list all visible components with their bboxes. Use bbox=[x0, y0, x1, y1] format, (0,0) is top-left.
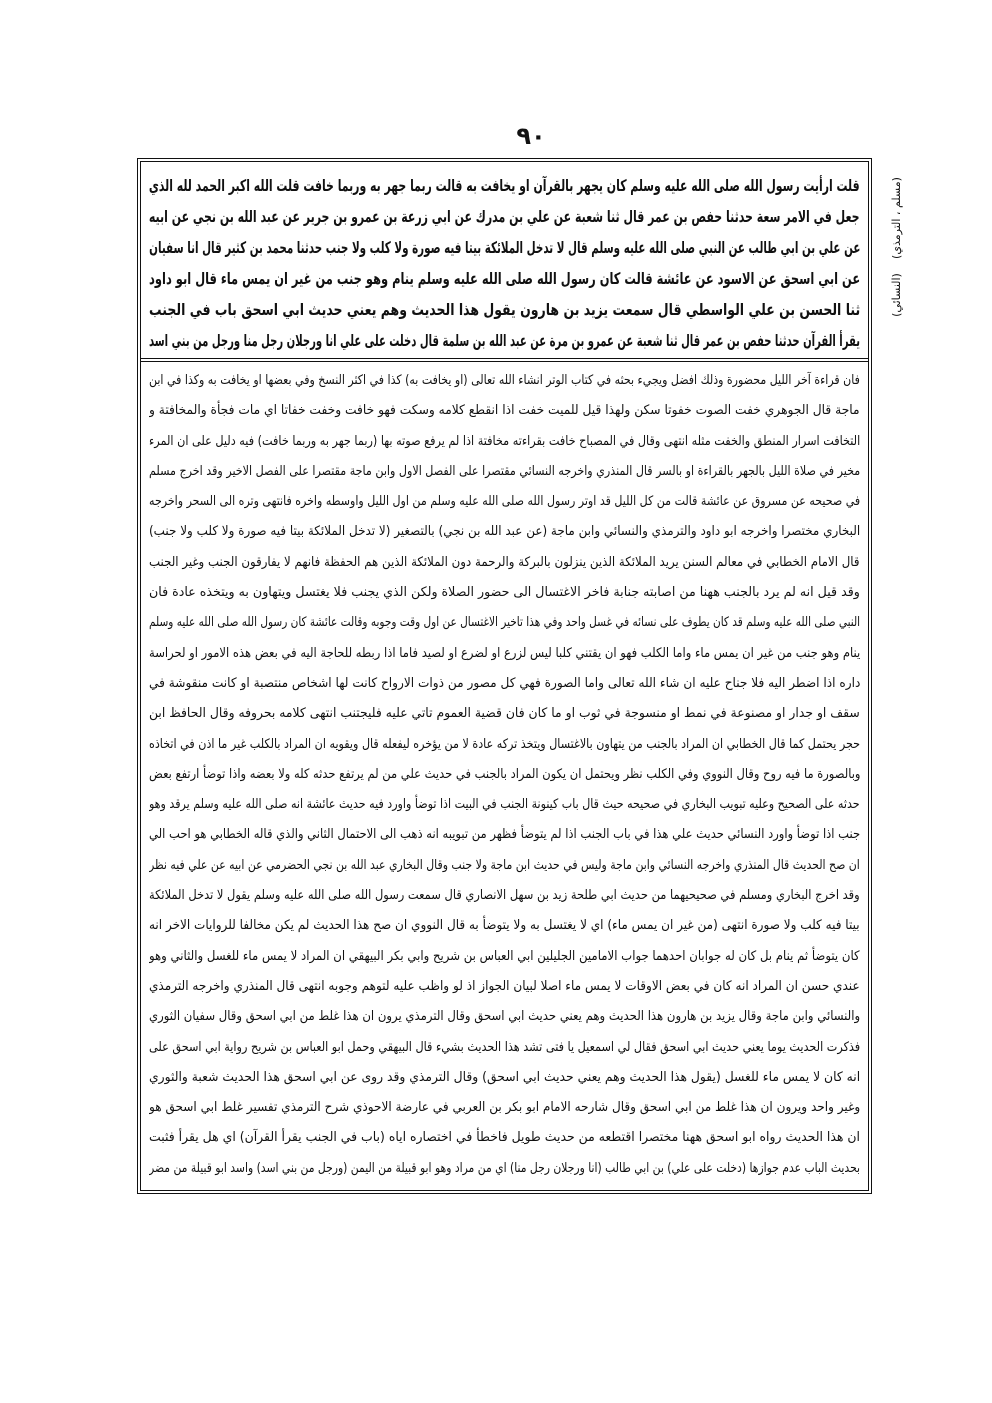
commentary-line-text: فذكرت الحديث يوما يعني حديث ابي اسحق فقال لي اسمعيل يا فتى تشد هذا الحديث بشيء قال البيهقي وحمل ابو العباس بن شريح رواية ابي اسحق على bbox=[149, 1039, 860, 1055]
commentary-line-text: في صحيحه عن مسروق عن عائشة قالت من كل الليل قد اوتر رسول الله صلى الله عليه وسلم من اول الليل واوسطه واخره فانتهى وتره الى السحر واخرجه bbox=[149, 494, 860, 510]
commentary-line-text: وقد قيل انه لم يرد بالجنب ههنا من اصابته جنابة فاخر الاغتسال الى حضور الصلاة ولكن الذي يجنب فلا يغتسل ويتهاون به ويتخذه عادة فان bbox=[149, 585, 860, 601]
commentary-line-text: ينام وهو جنب من غير ان يمس ماء واما الكلب فهو ان يقتني كلبا ليس لزرع او لضرع او لصيد فاما اذا ربطه للحاجة اليه في بعض هذه الامور او لحراسة bbox=[149, 645, 860, 661]
hadith-line-text: يقرأ القرآن حدثنا حفص بن عمر قال ثنا شعبة عن عمرو بن مرة عن عبد الله بن سلمة قال دخلت على علي انا ورجلان رجل منا ورجل من بني اسد bbox=[149, 331, 860, 350]
hadith-line bbox=[149, 263, 860, 294]
commentary-line bbox=[149, 760, 860, 790]
commentary-line bbox=[149, 457, 860, 487]
commentary-line-text: ماجة قال الجوهري خفت الصوت خفوتا سكن ولهذا قيل للميت خفت اذا انقطع كلامه وسكت فهو خافت وخفت خفاتا اي مات فجأة والمخافتة و bbox=[149, 403, 860, 419]
commentary-line bbox=[149, 851, 860, 881]
commentary-line bbox=[149, 639, 860, 669]
commentary-line bbox=[149, 487, 860, 517]
commentary-line bbox=[149, 366, 860, 396]
commentary-line bbox=[149, 578, 860, 608]
hadith-section bbox=[141, 162, 868, 356]
commentary-line bbox=[149, 699, 860, 729]
commentary-line-text: انه كان لا يمس ماء للغسل (يقول هذا الحديث وهم يعني حديث ابي اسحق) وقال الترمذي وقد روى عن ابي اسحق هذا الحديث شعبة والثوري bbox=[149, 1069, 860, 1085]
commentary-line bbox=[149, 517, 860, 547]
commentary-line-text: عندي حسن ان المراد انه كان في بعض الاوقات لا يمس ماء اصلا لبيان الجواز اذ لو واظب عليه لتوهم وجوبه انتهى قال المنذري واخرجه الترمذي bbox=[149, 978, 860, 994]
margin-note: (مسلم ، الترمذي) bbox=[890, 177, 903, 259]
commentary-line-text: قال الامام الخطابي في معالم السنن يريد الملائكة الذين ينزلون بالبركة والرحمة دون الملائكة الذين هم الحفظة فانهم لا يفارقون الجنب وغير الجنب bbox=[149, 554, 860, 570]
commentary-section bbox=[141, 362, 868, 1184]
commentary-line-text: وقد اخرج البخاري ومسلم في صحيحيهما من حديث ابي طلحة زيد بن سهل الانصاري قال سمعت رسول الله صلى الله عليه وسلم يقول لا تدخل الملائكة bbox=[149, 888, 860, 904]
hadith-line bbox=[149, 325, 860, 356]
hadith-line-text: ثنا الحسن بن علي الواسطي قال سمعت يزيد بن هارون يقول هذا الحديث وهم يعني حديث ابي اسحق باب في الجنب bbox=[149, 300, 860, 319]
commentary-line bbox=[149, 911, 860, 941]
commentary-line-text: البخاري مختصرا واخرجه ابو داود والترمذي والنسائي وابن ماجة (عن عبد الله بن نجي) بالتصغير (لا تدخل الملائكة بيتا فيه صورة ولا كلب ولا جنب) bbox=[149, 524, 860, 540]
commentary-line-text: مخير في صلاة الليل بالجهر بالقراءة او بالسر قال المنذري واخرجه النسائي مقتصرا على الفصل الاول وابن ماجة مقتصرا على الفصل الاخير وقد اخرج مسلم bbox=[149, 463, 860, 479]
page-frame bbox=[137, 158, 872, 1194]
commentary-line bbox=[149, 881, 860, 911]
commentary-line bbox=[149, 1033, 860, 1063]
commentary-line bbox=[149, 972, 860, 1002]
commentary-line-text: فان قراءة آخر الليل محضورة وذلك افضل ويجيء بحثه في كتاب الوتر انشاء الله تعالى (او يخافت به) كذا في اكثر النسخ وفي بعضها او يخافت به وكذا في ابن bbox=[149, 373, 860, 388]
margin-note: (النسائي) bbox=[890, 273, 903, 317]
commentary-line-text: حدثه على الصحيح وعليه تبويب البخاري في صحيحه حيث قال باب كينونة الجنب في البيت اذا توضأ واورد فيه حديث عائشة انه صلى الله عليه وسلم يرقد وهو bbox=[149, 797, 860, 813]
hadith-line bbox=[149, 201, 860, 232]
commentary-line bbox=[149, 820, 860, 850]
commentary-line-text: والنسائي وابن ماجة وقال يزيد بن هارون هذا الحديث وهم يعني حديث ابي اسحق وقال الترمذي يرون ان هذا غلط من ابي اسحق وقال سفيان الثوري bbox=[149, 1009, 860, 1025]
commentary-line bbox=[149, 608, 860, 638]
commentary-line-text: وبالصورة ما فيه روح وقال النووي وفي الكلب نظر ويحتمل ان يكون المراد بالجنب في حديث علي من لم يرتفع حدثه كله ولا بعضه واذا توضأ ارتفع بعض bbox=[149, 766, 860, 782]
commentary-line-text: التخافت اسرار المنطق والخفت مثله انتهى وقال في المصباح خافت بقراءته مخافتة اذا لم يرفع صوته بها (ربما جهر به وربما خافت) فيه دليل على ان المرء bbox=[149, 433, 860, 449]
commentary-line bbox=[149, 1123, 860, 1153]
page-number: ۹۰ bbox=[516, 122, 546, 150]
commentary-line-text: ان هذا الحديث رواه ابو اسحق ههنا مختصرا اقتطعه من حديث طويل فاخطأ في اختصاره اياه (باب في الجنب يقرأ القرآن) اي هل يقرأ فثبت bbox=[149, 1130, 860, 1146]
commentary-line bbox=[149, 790, 860, 820]
commentary-line bbox=[149, 548, 860, 578]
hadith-line-text: عن علي بن ابي طالب عن النبي صلى الله عليه وسلم قال لا تدخل الملائكة بيتا فيه صورة ولا كلب ولا جنب حدثنا محمد بن كثير قال انا سفيان bbox=[149, 238, 860, 257]
commentary-line bbox=[149, 427, 860, 457]
hadith-line-text: عن ابي اسحق عن الاسود عن عائشة قالت كان رسول الله صلى الله عليه وسلم ينام وهو جنب من غير ان يمس ماء قال ابو داود bbox=[149, 269, 860, 288]
commentary-line-text: سقف او جدار او مصنوعة في نمط او منسوجة في ثوب او ما كان فان قضية العموم تاتي عليه فليجتنب انتهى كلامه بحروفه وقال الحافظ ابن bbox=[149, 706, 860, 722]
commentary-line bbox=[149, 1063, 860, 1093]
commentary-line-text: جنب اذا توضأ واورد النسائي حديث علي هذا في باب الجنب اذا لم يتوضأ فظهر من تبويبه انه ذهب الى الاحتمال الثاني والذي قاله الخطابي هو احب الي bbox=[149, 827, 860, 843]
commentary-line-text: بحديث الباب عدم جوازها (دخلت على علي) بن ابي طالب (انا ورجلان رجل منا) اي من مراد وهو ابو قبيلة من اليمن (ورجل من بني اسد) واسد ابو قبيلة من مضر bbox=[149, 1160, 860, 1176]
commentary-line-text: داره اذا اضطر اليه فلا جناح عليه ان شاء الله تعالى واما الصورة فهي كل مصور من ذوات الارواح كانت لها اشخاص منتصبة او كانت منقوشة في bbox=[149, 675, 860, 691]
commentary-line bbox=[149, 1093, 860, 1123]
commentary-line-text: ان صح الحديث قال المنذري واخرجه النسائي وابن ماجة وليس في حديث ابن ماجة ولا جنب وقال البخاري عبد الله بن نجي الحضرمي عن ابيه عن علي فيه نظر bbox=[149, 857, 860, 873]
commentary-line bbox=[149, 730, 860, 760]
commentary-line bbox=[149, 942, 860, 972]
hadith-line bbox=[149, 232, 860, 263]
commentary-line-text: حجر يحتمل كما قال الخطابي ان المراد بالجنب من يتهاون بالاغتسال ويتخذ تركه عادة لا من يؤخره ليفعله قال ويقويه ان المراد بالكلب غير ما اذن في اتخاذه bbox=[149, 736, 860, 752]
hadith-line bbox=[149, 170, 860, 201]
commentary-line-text: بيتا فيه كلب ولا صورة انتهى (من غير ان يمس ماء) اي لا يغتسل به ولا يتوضأ به قال النووي ان صح هذا الحديث لم يكن مخالفا للروايات الاخر انه bbox=[149, 918, 860, 934]
hadith-line-text: قلت ارأيت رسول الله صلى الله عليه وسلم كان يجهر بالقرآن او يخافت به قالت ربما جهر به وربما خافت قلت الله اكبر الحمد لله الذي bbox=[149, 176, 860, 195]
commentary-line-text: كان يتوضأ ثم ينام بل كان له جوابان احدهما جواب الامامين الجليلين ابي العباس بن شريح وابي بكر البيهقي ان المراد لا يمس ماء للغسل والثاني وهو bbox=[149, 948, 860, 964]
hadith-line-text: جعل في الامر سعة حدثنا حفص بن عمر قال ثنا شعبة عن علي بن مدرك عن ابي زرعة بن عمرو بن جرير عن عبد الله بن نجي عن ابيه bbox=[149, 207, 860, 226]
commentary-line-text: النبي صلى الله عليه وسلم قد كان يطوف على نسائه في غسل واحد وفي هذا تاخير الاغتسال عن اول وقت وجوبه وقالت عائشة كان رسول الله صلى الله عليه وسلم bbox=[149, 615, 860, 631]
commentary-line-text: وغير واحد ويرون ان هذا غلط من ابي اسحق وقال شارحه الامام ابو بكر بن العربي في عارضة الاحوذي شرح الترمذي تفسير غلط ابي اسحق هو bbox=[149, 1100, 860, 1116]
commentary-line bbox=[149, 1002, 860, 1032]
commentary-line bbox=[149, 396, 860, 426]
commentary-line bbox=[149, 1154, 860, 1184]
hadith-line bbox=[149, 294, 860, 325]
commentary-line bbox=[149, 669, 860, 699]
